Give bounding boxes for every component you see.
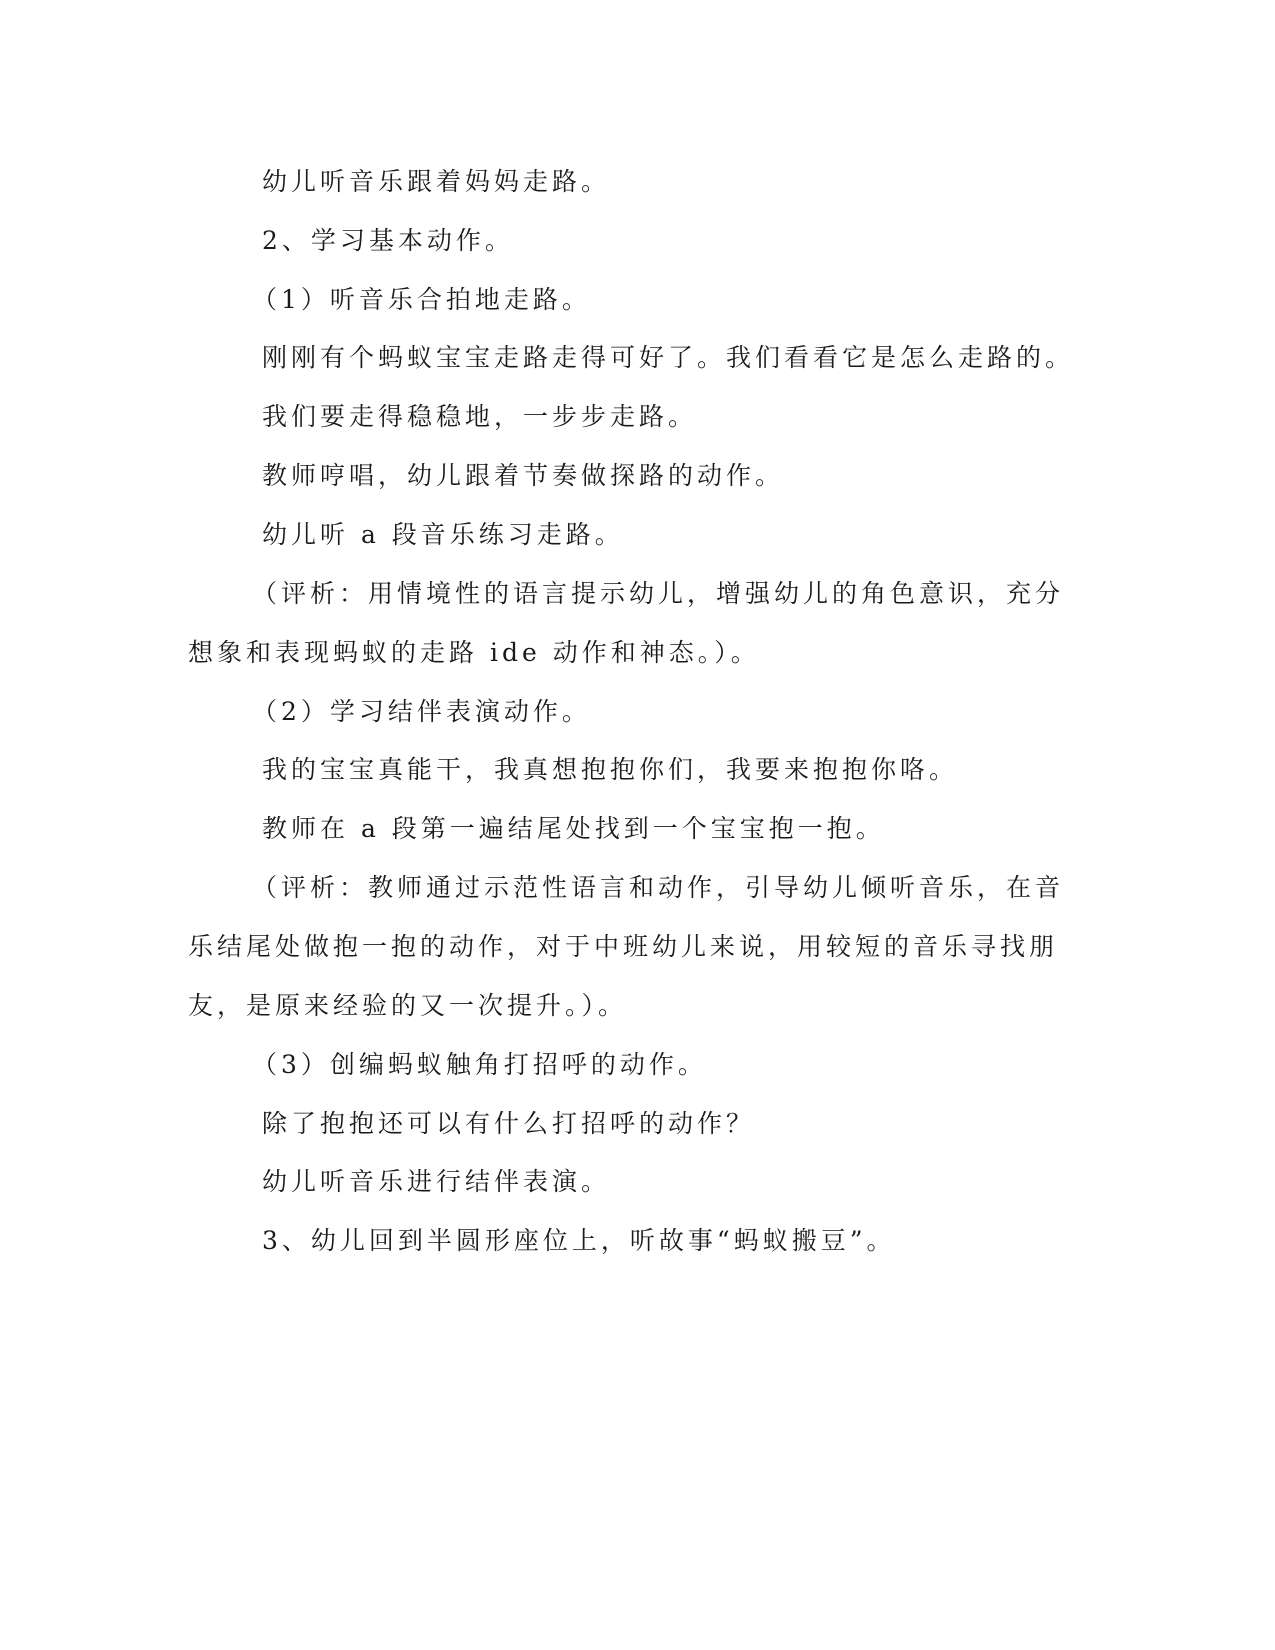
paragraph-line: 教师在 a 段第一遍结尾处找到一个宝宝抱一抱。: [262, 814, 885, 843]
subsection-heading: （1）听音乐合拍地走路。: [252, 285, 591, 314]
paragraph-line: 除了抱抱还可以有什么打招呼的动作？: [262, 1109, 756, 1138]
paragraph-line: 教师哼唱，幼儿跟着节奏做探路的动作。: [262, 461, 785, 490]
paragraph-line: 幼儿听音乐跟着妈妈走路。: [262, 167, 611, 196]
section-heading: 3、幼儿回到半圆形座位上，听故事“蚂蚁搬豆”。: [262, 1226, 896, 1255]
commentary-line: （评析：用情境性的语言提示幼儿，增强幼儿的角色意识，充分: [252, 579, 1065, 608]
commentary-line: （评析：教师通过示范性语言和动作，引导幼儿倾听音乐，在音: [252, 873, 1065, 902]
paragraph-line: 幼儿听 a 段音乐练习走路。: [262, 520, 624, 549]
section-heading: 2、学习基本动作。: [262, 226, 514, 255]
paragraph-line: 我的宝宝真能干，我真想抱抱你们，我要来抱抱你咯。: [262, 755, 959, 784]
paragraph-line: 刚刚有个蚂蚁宝宝走路走得可好了。我们看看它是怎么走路的。: [262, 343, 1075, 372]
subsection-heading: （3）创编蚂蚁触角打招呼的动作。: [252, 1050, 707, 1079]
paragraph-line: 幼儿听音乐进行结伴表演。: [262, 1167, 611, 1196]
commentary-line: 乐结尾处做抱一抱的动作，对于中班幼儿来说，用较短的音乐寻找朋: [188, 932, 1059, 961]
commentary-line: 友，是原来经验的又一次提升。）。: [188, 991, 628, 1020]
paragraph-line: 我们要走得稳稳地，一步步走路。: [262, 402, 698, 431]
commentary-line: 想象和表现蚂蚁的走路 ide 动作和神态。）。: [188, 638, 760, 667]
subsection-heading: （2）学习结伴表演动作。: [252, 697, 591, 726]
